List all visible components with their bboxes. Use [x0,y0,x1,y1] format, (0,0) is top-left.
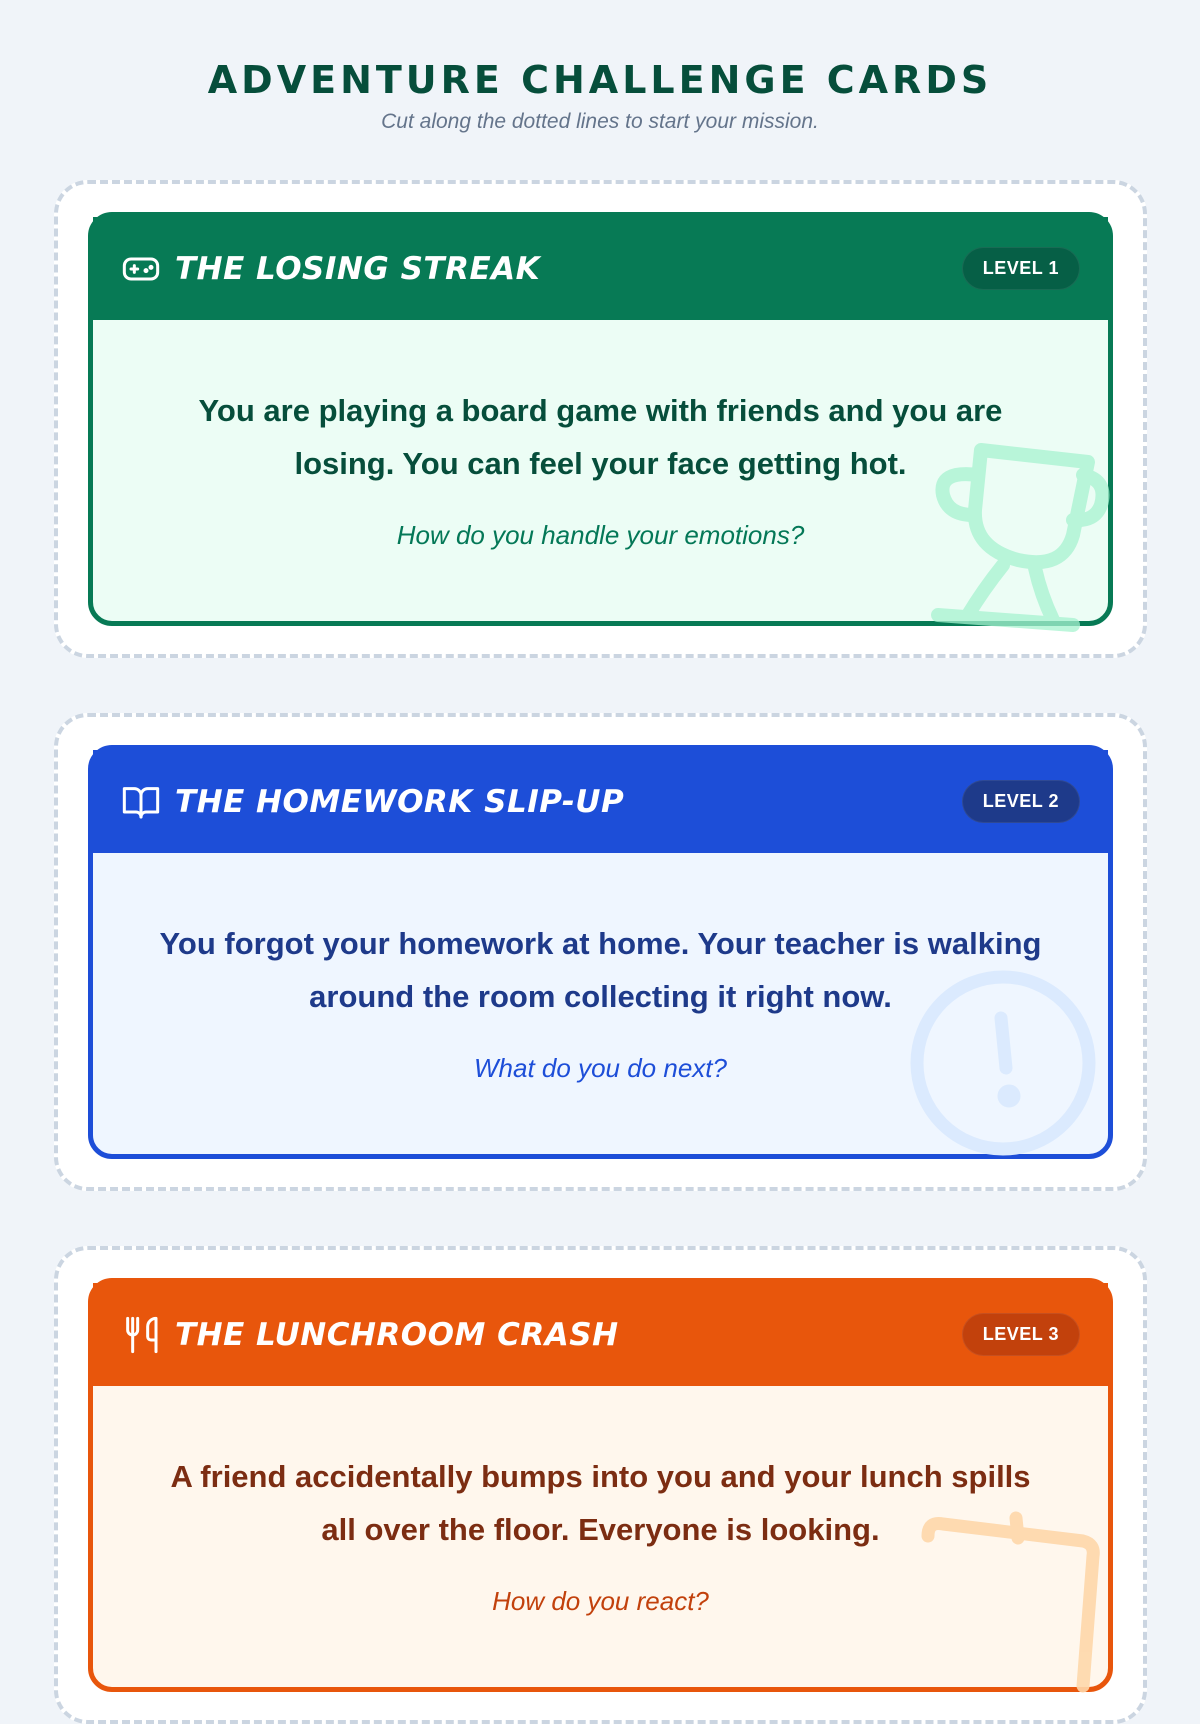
card-title: THE HOMEWORK SLIP-UP [175,783,625,820]
card-header [93,750,1108,853]
card-body [93,1386,1108,1692]
question-text: How do you react? [492,1586,709,1616]
gamepad-icon [121,249,161,289]
utensils-icon [121,1315,161,1355]
level-badge: LEVEL 2 [962,780,1080,823]
cut-frame [54,1246,1147,1724]
challenge-card [88,212,1113,626]
cut-frame [54,180,1147,658]
card-header [93,1283,1108,1386]
book-icon [121,782,161,822]
page-header [0,52,1200,134]
card-title: THE LOSING STREAK [175,250,541,287]
card-title: THE LUNCHROOM CRASH [175,1316,619,1353]
page-subtitle: Cut along the dotted lines to start your mission. [381,110,819,133]
card-body [93,320,1108,626]
scenario-text: You forgot your homework at home. Your teacher is walking around the room collecting it right now. [159,926,1042,1014]
challenge-card [88,1278,1113,1692]
cut-frame [54,713,1147,1191]
level-badge: LEVEL 3 [962,1313,1080,1356]
scenario-text: You are playing a board game with friends and you are losing. You can feel your face getting hot. [198,393,1003,481]
page-title: ADVENTURE CHALLENGE CARDS [207,58,993,102]
challenge-card [88,745,1113,1159]
level-badge: LEVEL 1 [962,247,1080,290]
card-body [93,853,1108,1159]
card-header [93,217,1108,320]
scenario-text: A friend accidentally bumps into you and your lunch spills all over the floor. Everyone is looking. [170,1459,1031,1547]
question-text: How do you handle your emotions? [396,520,805,550]
question-text: What do you do next? [474,1053,727,1083]
